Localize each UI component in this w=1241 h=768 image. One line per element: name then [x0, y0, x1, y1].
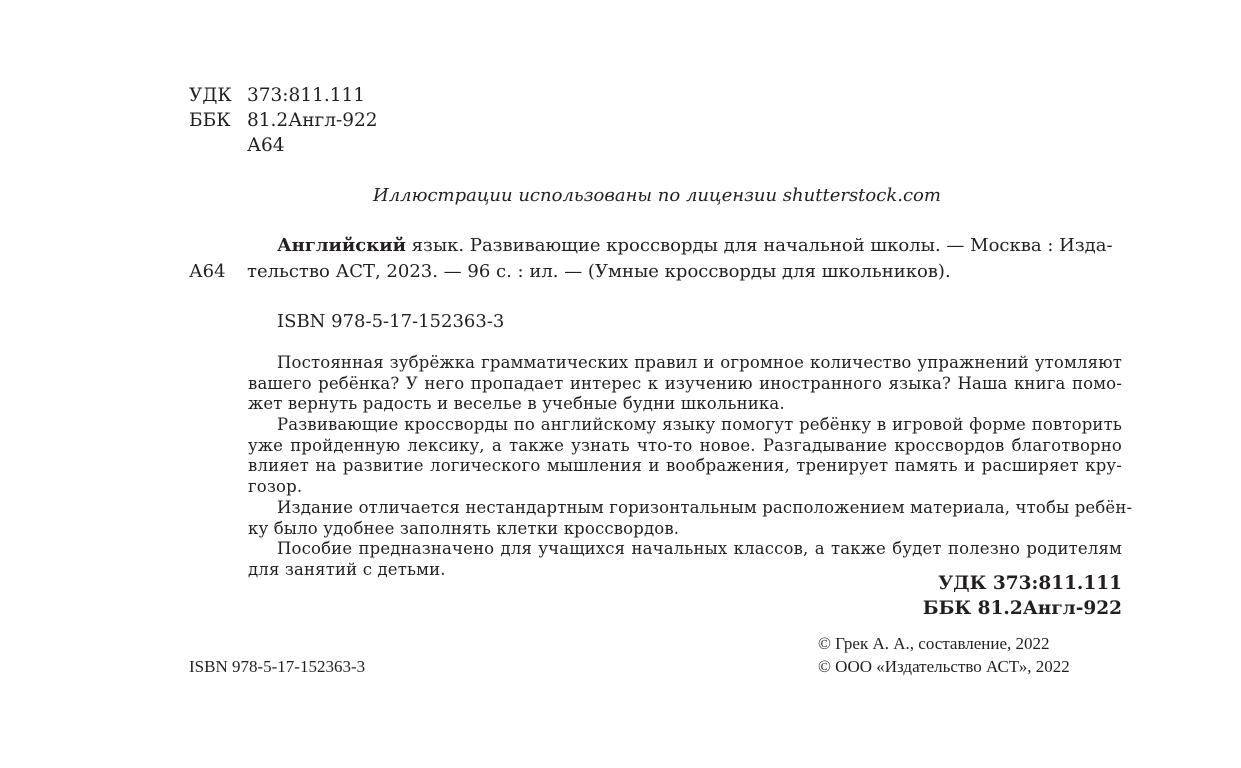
copyright-compiler: © Грек А. А., составление, 2022 [818, 634, 1050, 653]
annotation-line: уже пройденную лексику, а также узнать что-то новое. Разгадывание кроссвордов благотворно [248, 435, 1122, 455]
bbk-value: 81.2Англ-922 [247, 110, 378, 131]
isbn-main: ISBN 978-5-17-152363-3 [277, 311, 505, 332]
book-title-bold: Английский [277, 235, 406, 256]
copyright-publisher: © ООО «Издательство АСТ», 2022 [818, 657, 1070, 676]
udk-right: УДК 373:811.111 [938, 573, 1122, 594]
illustrations-note: Иллюстрации использованы по лицензии shutterstock.com [373, 185, 941, 206]
annotation-line: влияет на развитие логического мышления и воображения, тренирует память и расширяет кру- [248, 456, 1122, 476]
bibliographic-line-1 [277, 235, 1113, 256]
annotation-line: Издание отличается нестандартным горизонтальным расположением материала, чтобы ребён- [277, 497, 1133, 517]
bbk-right: ББК 81.2Англ-922 [922, 598, 1122, 619]
annotation-line: жет вернуть радость и веселье в учебные будни школьника. [248, 394, 785, 414]
annotation-line: ку было удобнее заполнять клетки кроссвордов. [248, 518, 680, 538]
annotation [248, 353, 1133, 581]
author-mark: А64 [247, 135, 285, 156]
author-mark-inline: А64 [189, 261, 226, 282]
annotation-line: для занятий с детьми. [248, 559, 446, 579]
bibliographic-line-1-rest: язык. Развивающие кроссворды для начальной школы. — Москва : Изда- [405, 235, 1113, 256]
annotation-line: Развивающие кроссворды по английскому языку помогут ребёнку в игровой форме повторить [277, 415, 1122, 435]
annotation-line: Пособие предназначено для учащихся начальных классов, а также будет полезно родителям [277, 539, 1122, 559]
udk-label: УДК [189, 85, 232, 106]
bbk-label: ББК [189, 110, 231, 131]
annotation-line: Постоянная зубрёжка грамматических правил и огромное количество упражнений утомляют [277, 353, 1122, 372]
udk-value: 373:811.111 [247, 85, 366, 106]
annotation-line: гозор. [248, 477, 303, 497]
annotation-line: вашего ребёнка? У него пропадает интерес к изучению иностранного языка? Наша книга помо- [248, 373, 1122, 393]
bibliographic-line-2: тельство АСТ, 2023. — 96 с. : ил. — (Умные кроссворды для школьников). [247, 261, 951, 282]
footer-isbn: ISBN 978-5-17-152363-3 [189, 657, 366, 676]
